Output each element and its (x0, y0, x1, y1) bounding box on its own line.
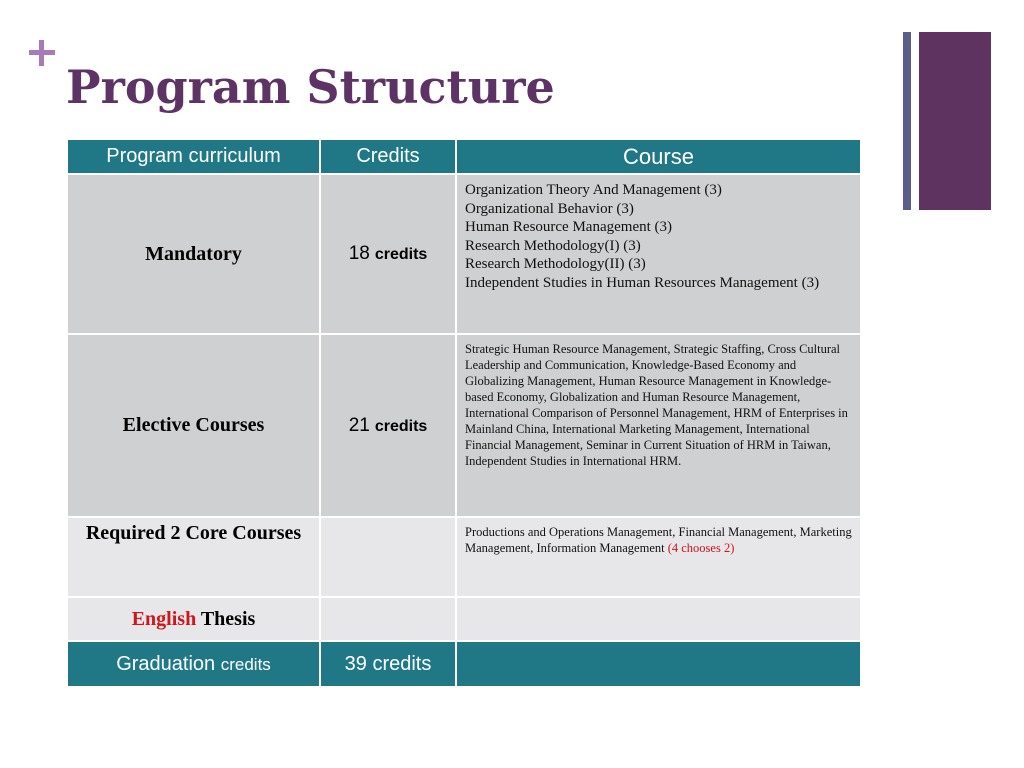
table-row-thesis (67, 597, 861, 641)
table-row-graduation (67, 641, 861, 687)
courses-mandatory (456, 174, 861, 334)
credits-unit: credits (374, 246, 428, 263)
core-courses-note: (4 chooses 2) (667, 541, 735, 555)
graduation-label (67, 641, 320, 687)
header-curriculum: Program curriculum (67, 139, 320, 174)
table-row-mandatory (67, 174, 861, 334)
course-item: Research Methodology(II) (3) (465, 256, 646, 272)
decorative-bar-thick (919, 32, 991, 210)
slide-title: Program Structure (66, 60, 555, 114)
graduation-course-empty (456, 641, 861, 687)
courses-thesis (456, 597, 861, 641)
category-elective: Elective Courses (67, 334, 320, 517)
table-header-row (67, 139, 861, 174)
credits-unit: credits (374, 417, 428, 435)
credits-thesis (320, 597, 456, 641)
course-item: Organization Theory And Management (3) (465, 182, 722, 198)
category-thesis (67, 597, 320, 641)
category-core: Required 2 Core Courses (67, 517, 320, 597)
header-credits: Credits (320, 139, 456, 174)
courses-core (456, 517, 861, 597)
course-item: Organizational Behavior (3) (465, 200, 634, 217)
course-item: Research Methodology(I) (3) (465, 237, 641, 254)
table-row-core (67, 517, 861, 597)
credits-elective (320, 334, 456, 517)
program-structure-table (66, 138, 862, 688)
thesis-highlight: English (131, 607, 197, 630)
decorative-bar-thin (903, 32, 911, 210)
credits-number: 21 (348, 414, 370, 436)
course-item: Independent Studies in Human Resources Management (3) (465, 274, 820, 291)
graduation-label-small: credits (220, 654, 271, 674)
category-mandatory: Mandatory (67, 174, 320, 334)
graduation-credits: 39 credits (320, 641, 456, 687)
credits-core (320, 517, 456, 597)
credits-number: 18 (348, 243, 370, 264)
graduation-label-main: Graduation (116, 652, 216, 675)
thesis-label: Thesis (200, 607, 256, 630)
course-item: Human Resource Management (3) (465, 219, 673, 235)
header-course: Course (456, 139, 861, 174)
courses-elective: Strategic Human Resource Management, Strategic Staffing, Cross Cultural Leadership and Communication, Knowledge-Based Economy and Globalizing Management, Human Resource Management in Knowledge-based Economy, Globalization and Human Resource Management, International Comparison of Personnel Management, HRM of Enterprises in Mainland China, International Marketing Management, International Financial Management, Seminar in Current Situation of HRM in Taiwan, Independent Studies in International HRM. (456, 334, 861, 517)
credits-mandatory (320, 174, 456, 334)
table-row-elective (67, 334, 861, 517)
plus-icon (27, 38, 57, 68)
core-courses-text: Productions and Operations Management, Financial Management, Marketing Management, Information Management (465, 525, 852, 555)
